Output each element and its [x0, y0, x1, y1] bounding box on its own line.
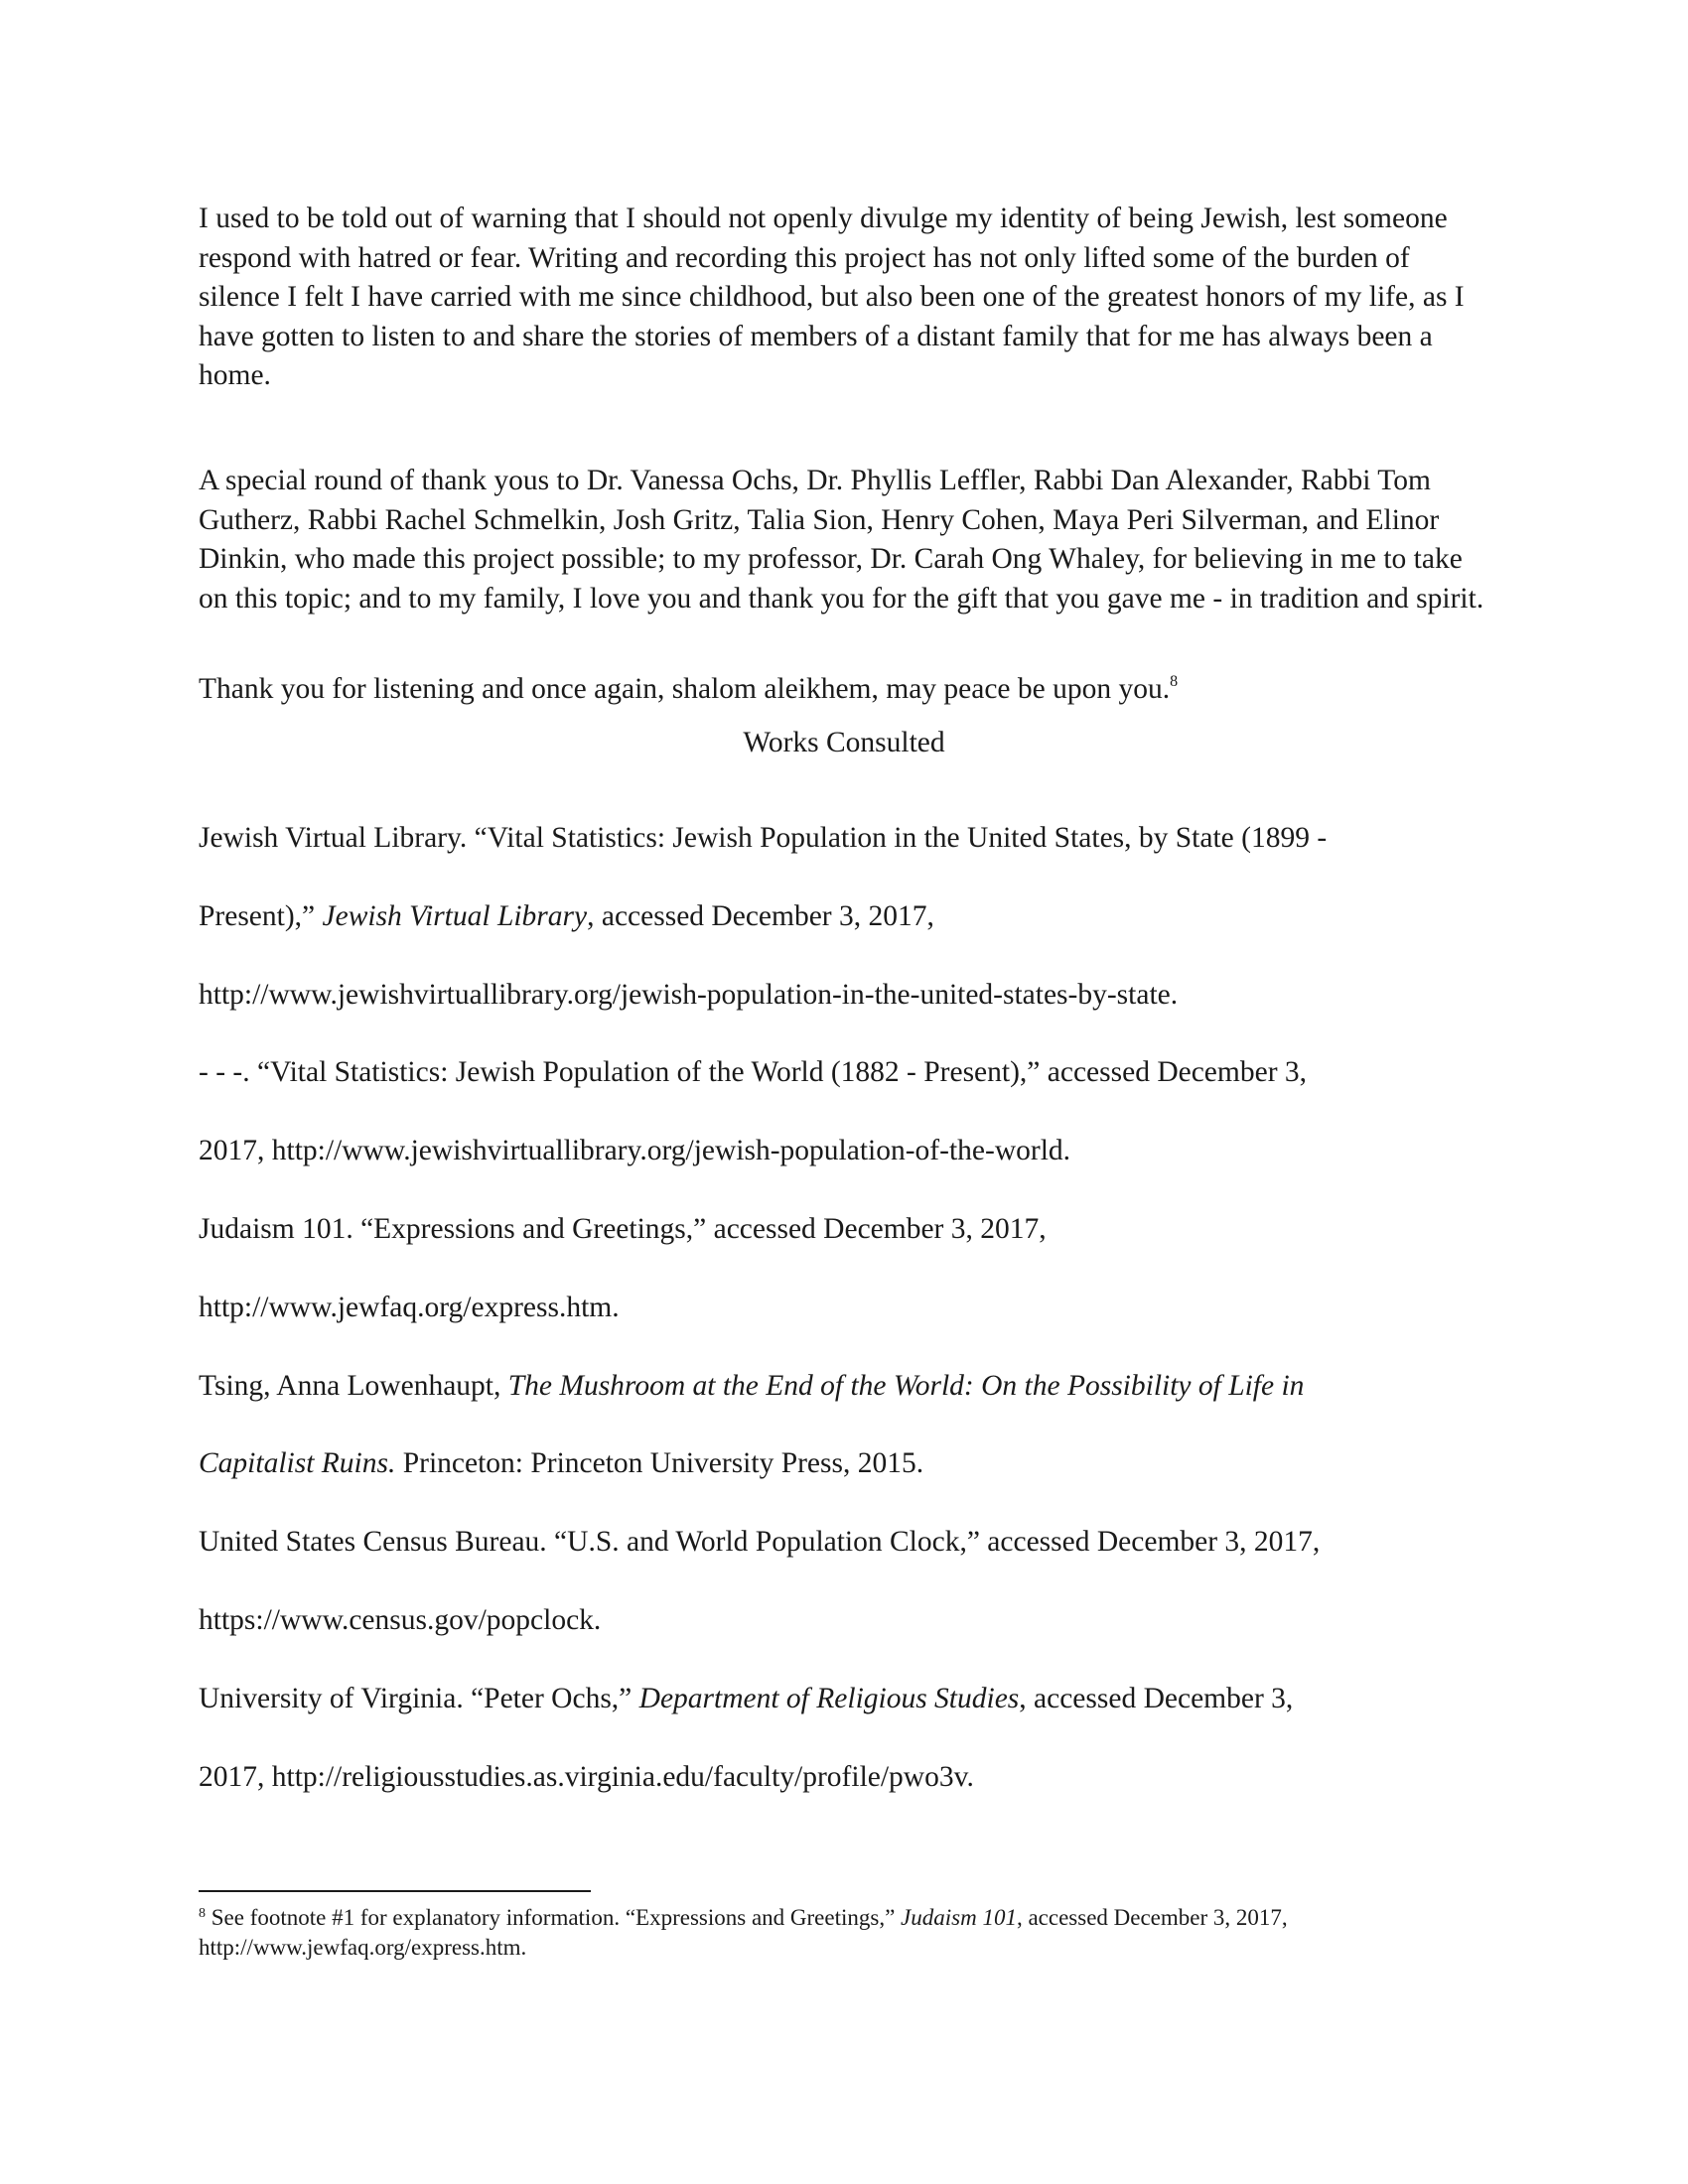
bibliography-list — [199, 799, 1489, 1816]
bib-text: Princeton: Princeton University Press, 2015. — [395, 1447, 924, 1480]
footnote-text: , accessed December 3, 2017, http://www.jewfaq.org/express.htm. — [199, 1905, 1288, 1960]
bib-text: Tsing, Anna Lowenhaupt, — [199, 1369, 508, 1402]
bib-url-line[interactable]: 2017, http://www.jewishvirtuallibrary.org/jewish-population-of-the-world. — [199, 1135, 1071, 1167]
acknowledgments-paragraph: A special round of thank yous to Dr. Vanessa Ochs, Dr. Phyllis Leffler, Rabbi Dan Alexander, Rabbi Tom Gutherz, Rabbi Rachel Schmelkin, Josh Gritz, Talia Sion, Henry Cohen, Maya Peri Silverman, and Elinor Dinkin, who made this project possible; to my professor, Dr. Carah Ong Whaley, for believing in me to take on this topic; and to my family, I love you and thank you for the gift that you gave me - in tradition and spirit. — [199, 465, 1484, 614]
bib-url[interactable]: http://www.jewishvirtuallibrary.org/jewish-population-in-the-united-states-by-state. — [199, 978, 1179, 1011]
bib-source-title: Department of Religious Studies — [638, 1682, 1020, 1714]
bib-url-line[interactable]: 2017, http://religiousstudies.as.virginia.edu/faculty/profile/pwo3v. — [199, 1760, 974, 1793]
footnote-text: See footnote #1 for explanatory information. “Expressions and Greetings,” — [206, 1905, 902, 1930]
bibliography-entry — [199, 1503, 1489, 1660]
farewell-paragraph — [199, 670, 1489, 710]
bib-text: - - -. “Vital Statistics: Jewish Population of the World (1882 - Present),” accessed December 3, — [199, 1056, 1308, 1089]
footnote-marker: 8 — [199, 1906, 206, 1921]
footnote-separator — [199, 1890, 591, 1892]
footnote-8 — [199, 1903, 1489, 1963]
bibliography-entry — [199, 1347, 1489, 1504]
works-consulted-heading: Works Consulted — [743, 727, 945, 758]
bib-text: , accessed December 3, — [1019, 1682, 1294, 1714]
bib-source-title: Jewish Virtual Library — [322, 899, 588, 932]
bibliography-entry — [199, 1190, 1489, 1347]
bib-book-title-cont: Capitalist Ruins. — [199, 1447, 396, 1480]
bib-text: Jewish Virtual Library. “Vital Statistics: Jewish Population in the United States, by State (1899 - — [199, 822, 1328, 854]
bib-text: , accessed December 3, 2017, — [587, 899, 934, 932]
bib-text: University of Virginia. “Peter Ochs,” — [199, 1682, 639, 1714]
bib-url[interactable]: http://www.jewfaq.org/express.htm. — [199, 1291, 620, 1323]
closing-reflection-paragraph: I used to be told out of warning that I should not openly divulge my identity of being Jewish, lest someone respond with hatred or fear. Writing and recording this project has not only lifted some of the burden of silence I felt I have carried with me since childhood, but also been one of the greatest honors of my life, as I have gotten to listen to and share the stories of members of a distant family that for me has always been a home. — [199, 203, 1465, 391]
bib-url[interactable]: https://www.census.gov/popclock. — [199, 1603, 602, 1636]
footnote-source-title: Judaism 101 — [901, 1905, 1017, 1930]
bibliography-entry — [199, 1660, 1489, 1817]
footnote-reference-8[interactable]: 8 — [1170, 673, 1179, 690]
bib-text: Present),” — [199, 899, 323, 932]
bib-text: Judaism 101. “Expressions and Greetings,” accessed December 3, 2017, — [199, 1212, 1047, 1245]
bibliography-entry — [199, 1033, 1489, 1190]
bib-book-title: The Mushroom at the End of the World: On the Possibility of Life in — [507, 1369, 1305, 1402]
bib-text: United States Census Bureau. “U.S. and World Population Clock,” accessed December 3, 2017, — [199, 1526, 1321, 1559]
bibliography-entry — [199, 799, 1489, 1033]
farewell-text: Thank you for listening and once again, shalom aleikhem, may peace be upon you. — [199, 673, 1171, 705]
